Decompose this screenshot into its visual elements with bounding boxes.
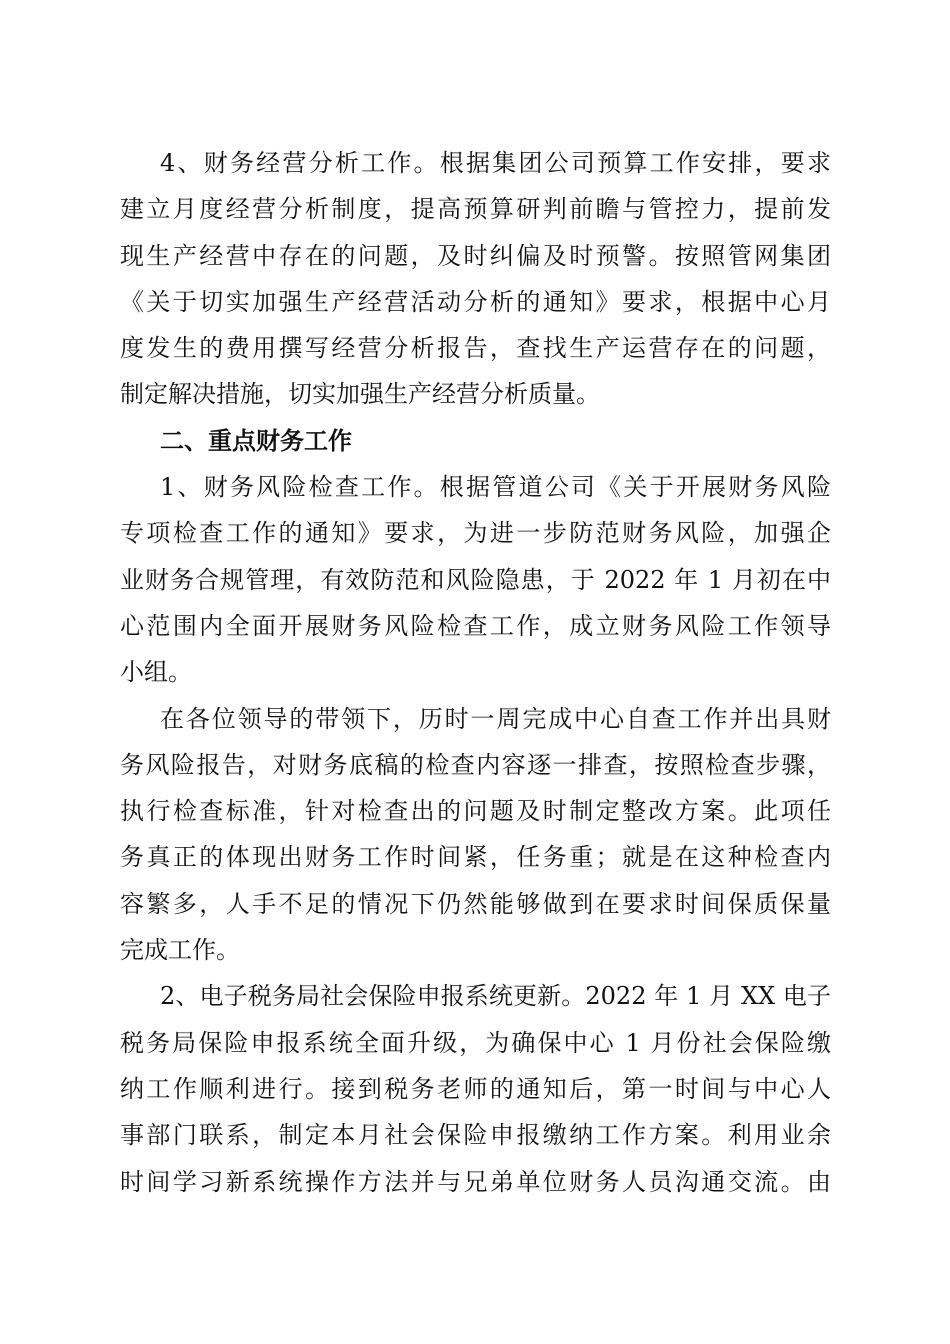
text-line: 事部门联系，制定本月社会保险申报缴纳工作方案。利用业余 <box>120 1121 831 1150</box>
text-line: 2、电子税务局社会保险申报系统更新。2022 年 1 月 XX 电子 <box>160 982 831 1011</box>
text-line: 务风险报告，对财务底稿的检查内容逐一排查，按照检查步骤， <box>120 750 831 779</box>
section-heading: 二、重点财务工作 <box>160 426 352 455</box>
text-line: 纳工作顺利进行。接到税务老师的通知后，第一时间与中心人 <box>120 1074 831 1103</box>
text-line: 心范围内全面开展财务风险检查工作，成立财务风险工作领导 <box>120 611 831 640</box>
text-line: 完成工作。 <box>120 936 240 965</box>
text-line: 业财务合规管理，有效防范和风险隐患，于 2022 年 1 月初在中 <box>120 565 831 594</box>
text-line: 制定解决措施，切实加强生产经营分析质量。 <box>120 380 600 409</box>
text-line: 务真正的体现出财务工作时间紧，任务重；就是在这种检查内 <box>120 843 831 872</box>
text-line: 时间学习新系统操作方法并与兄弟单位财务人员沟通交流。由 <box>120 1167 831 1196</box>
text-line: 执行检查标准，针对检查出的问题及时制定整改方案。此项任 <box>120 797 831 826</box>
text-line: 现生产经营中存在的问题，及时纠偏及时预警。按照管网集团 <box>120 241 831 270</box>
text-line: 在各位领导的带领下，历时一周完成中心自查工作并出具财 <box>160 704 831 733</box>
text-line: 1、财务风险检查工作。根据管道公司《关于开展财务风险 <box>160 473 831 502</box>
text-line: 税务局保险申报系统全面升级，为确保中心 1 月份社会保险缴 <box>120 1028 831 1057</box>
text-line: 小组。 <box>120 658 192 687</box>
text-line: 建立月度经营分析制度，提高预算研判前瞻与管控力，提前发 <box>120 195 831 224</box>
text-line: 《关于切实加强生产经营活动分析的通知》要求，根据中心月 <box>120 287 831 316</box>
text-line: 度发生的费用撰写经营分析报告，查找生产运营存在的问题， <box>120 334 831 363</box>
text-line: 4、财务经营分析工作。根据集团公司预算工作安排，要求 <box>160 149 831 177</box>
text-line: 专项检查工作的通知》要求，为进一步防范财务风险，加强企 <box>120 519 831 548</box>
document-page <box>120 140 831 1205</box>
text-line: 容繁多，人手不足的情况下仍然能够做到在要求时间保质保量 <box>120 889 831 918</box>
